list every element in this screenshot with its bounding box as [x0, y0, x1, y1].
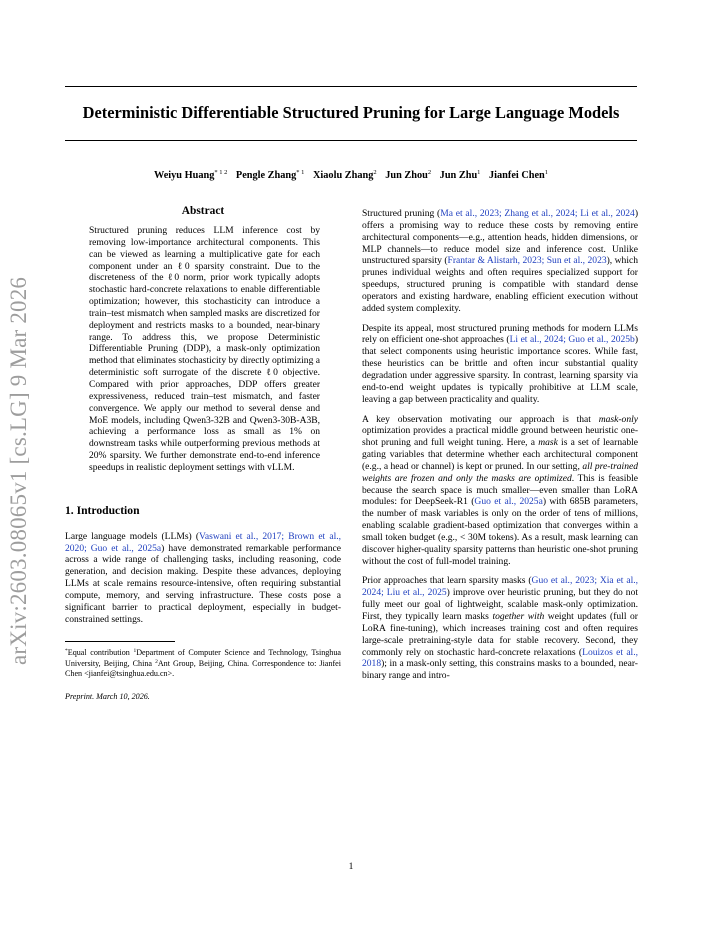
citation-link[interactable]: Vaswani et al., 2017; Brown et al., 2020; Guo et al., 2025a [65, 530, 341, 554]
abstract-heading: Abstract [181, 205, 225, 217]
author-name: Xiaolu Zhang [312, 170, 374, 181]
author-list [65, 166, 637, 183]
citation-link[interactable]: Ma et al., 2023; Zhang et al., 2024; Li et al., 2024 [440, 208, 635, 219]
author [313, 170, 377, 181]
preprint-date: Preprint. March 10, 2026. [65, 691, 150, 701]
author-name: Jun Zhu [439, 170, 478, 181]
author-name: Weiyu Huang [153, 170, 215, 181]
body-paragraph: Despite its appeal, most structured pruning methods for modern LLMs rely on efficient one-shot approaches (Li et al., 2024; Guo et al., 2025b) that select components using heuristic importance scores. While fast, these heuristics can be brittle and often incur substantial quality degradation under aggressive sparsity. In contrast, learning sparsity via end-to-end weight updates is typically prohibitive at LLM scale, leaving a gap between practicality and quality. [362, 322, 638, 405]
abstract-body: Structured pruning reduces LLM inference cost by removing low-importance architectural components. This can be viewed as learning a multiplicative gate for each component under an ℓ0 sparsity constraint. Due to the discreteness of the ℓ0 norm, prior work typically adopts stochastic hard-concrete relaxations to enable differentiable optimization; however, this stochasticity can introduce a train–test mismatch when sampled masks are discretized for deployment and restricts masks to a bounded, near-binary range. To address this, we propose Deterministic Differentiable Pruning (DDP), a mask-only optimization method that eliminates stochasticity by directly optimizing a deterministic soft surrogate of the discrete ℓ0 objective. Compared with prior approaches, DDP offers greater expressiveness, reduced train–test mismatch, and faster convergence. We apply our method to several dense and MoE models, including Qwen3-32B and Qwen3-30B-A3B, achieving a performance loss as small as 1% on downstream tasks while outperforming previous methods at 20% sparsity. We further demonstrate end-to-end inference speedups in realistic deployment settings with vLLM. [89, 225, 320, 473]
author [440, 170, 481, 181]
author [236, 170, 304, 181]
left-column [65, 204, 341, 703]
author-affiliation-mark: 1 [544, 169, 549, 176]
page-number: 1 [348, 862, 354, 872]
citation-link[interactable]: Guo et al., 2023; Xia et al., 2024; Liu et al., 2025 [362, 575, 638, 599]
author-affiliation-mark: 2 [427, 169, 432, 176]
author-name: Pengle Zhang [235, 170, 297, 181]
author [489, 170, 548, 181]
title-bottom-rule [65, 140, 637, 141]
body-paragraph: Prior approaches that learn sparsity masks (Guo et al., 2023; Xia et al., 2024; Liu et al., 2025) improve over heuristic pruning, but they do not fully meet our goal of lightweight, scalable mask-only optimization. First, they typically learn masks together with weight updates (full or LoRA fine-tuning), which increases training cost and often requires large-scale pretraining-style data for stable recovery. Second, they commonly rely on stochastic hard-concrete relaxations (Louizos et al., 2018); in a mask-only setting, this constrains masks to a bounded, near-binary range and intro- [362, 575, 638, 682]
author-affiliation-mark: 2 [373, 169, 377, 176]
citation-link[interactable]: Li et al., 2024; Guo et al., 2025b [509, 334, 635, 346]
body-paragraph: Structured pruning (Ma et al., 2023; Zhang et al., 2024; Li et al., 2024) offers a promising way to reduce these costs by removing entire architectural components—e.g., attention heads, hidden dimensions, or MLP channels—to reduce model size and inference cost. Unlike unstructured sparsity (Frantar & Alistarh, 2023; Sun et al., 2023), which prunes individual weights and often requires specialized support for speedups, structured pruning is compatible with standard dense operators and existing hardware, enabling efficient execution without added system complexity. [362, 208, 638, 314]
paper-title: Deterministic Differentiable Structured Pruning for Large Language Models [82, 103, 620, 122]
citation-link[interactable]: Guo et al., 2025a [474, 496, 543, 508]
body-paragraph: A key observation motivating our approach is that mask-only optimization provides a practical middle ground between heuristic one-shot pruning and full weight tuning. Here, a mask is a set of learnable gating variables that determine whether each architectural component (e.g., a head or channel) is kept or pruned. In our setting, all pre-trained weights are frozen and only the masks are optimized. This is feasible because the search space is much smaller—even smaller than LoRA modules: for DeepSeek-R1 (Guo et al., 2025a) with 685B parameters, the number of mask variables is only on the order of tens of millions, enabling scalable gradient-based optimization that converges within a small token budget (e.g., < 30M tokens). As a result, mask learning can discover higher-quality sparsity patterns than heuristic one-shot pruning without the cost of full-model training. [362, 413, 639, 567]
author-affiliation-mark: 1 [477, 169, 481, 176]
intro-paragraph: Large language models (LLMs) (Vaswani et al., 2017; Brown et al., 2020; Guo et al., 2025a) have demonstrated remarkable performance across a wide range of challenging tasks, including reasoning, code generation, and decision making. Despite these advances, deploying LLMs at scale remains resource-intensive, often requiring substantial compute, memory, and serving infrastructure. These costs pose a significant barrier to practical deployment, especially in budget-constrained settings. [65, 530, 341, 625]
footnote-separator [65, 641, 175, 642]
title-top-rule [65, 86, 637, 87]
author-name: Jianfei Chen [489, 170, 545, 181]
author-affiliation-mark: * 1 2 [214, 169, 228, 176]
author [154, 170, 227, 181]
arxiv-sidebar-id: arXiv:2603.08065v1 [cs.LG] 9 Mar 2026 [6, 276, 31, 665]
section-heading-introduction: 1. Introduction [65, 503, 140, 517]
citation-link[interactable]: Frantar & Alistarh, 2023; Sun et al., 2023 [447, 255, 607, 267]
author-name: Jun Zhou [385, 170, 428, 181]
footnote: *Equal contribution $^1$Department of Computer Science and Technology, Tsinghua University, Beijing, China $^2$Ant Group, Beijing, China. Correspondence to: Jianfei Chen <jianfei@tsinghua.edu.cn>. [65, 648, 341, 679]
citation-link[interactable]: Louizos et al., 2018 [362, 646, 638, 670]
right-column [362, 208, 638, 690]
author [385, 170, 431, 181]
author-affiliation-mark: * 1 [296, 169, 305, 176]
